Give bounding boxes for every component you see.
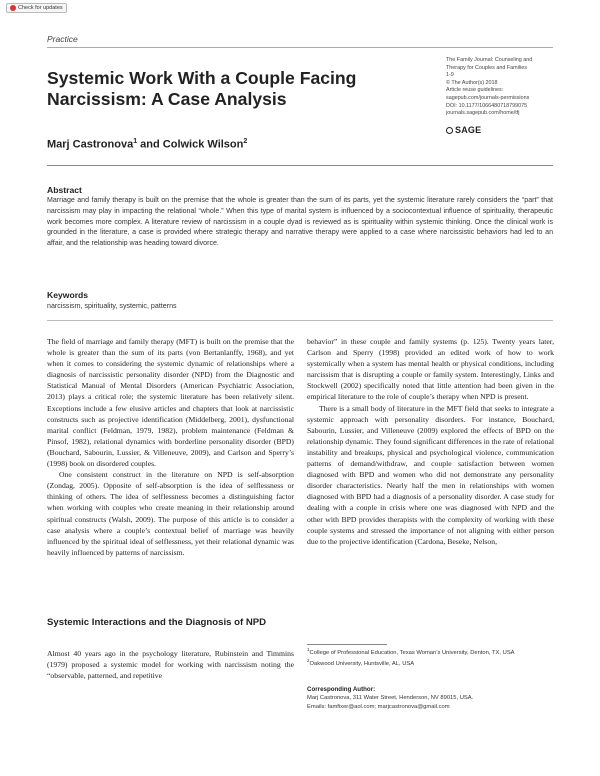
- title-divider: [47, 165, 553, 166]
- journal-info: [446, 57, 558, 118]
- affiliation-footnote: [307, 657, 554, 668]
- footnote-marker: 1: [307, 647, 310, 652]
- journal-info-line: 1-9: [446, 72, 454, 79]
- body-column-left-continued: [47, 648, 294, 681]
- journal-info-line: The Family Journal: Counseling and: [446, 57, 533, 63]
- check-for-updates-label: Check for updates: [18, 5, 63, 11]
- author-line: [47, 138, 247, 151]
- abstract-heading: Abstract: [47, 185, 82, 195]
- journal-info-line: Therapy for Couples and Families: [446, 64, 527, 71]
- body-column-right: [307, 336, 554, 547]
- affiliation-text: Oakwood University, Huntsville, AL, USA: [309, 661, 415, 668]
- header-divider: [47, 47, 553, 48]
- journal-info-line[interactable]: sagepub.com/journals-permissions: [446, 94, 530, 101]
- body-paragraph: The field of marriage and family therapy (MFT) is built on the premise that the whole is greater than the sum of its parts (von Bertanlanffy, 1968), and yet when it comes to considering the systemic dynamic of relationships where a diagnosis of narcissistic personality disorder (NPD) from the Diagnostic and Statistical Manual of Mental Disorders (American Psychiatric Association, 2013) plays a critical role; the systemic literature has been relatively silent. Exceptions include a few elusive articles and chapters that look at narcissistic constructs such as projective identification (Middelberg, 2001), dysfunctional marital conflict (Feldman, 1979, 1982), problem maintenance (Feldman & Pinsof, 1982), relational dynamics with borderline personality disorder (BPD) (Bouchard, Sabourin, Lussier, & Villeneuve, 2009), and Carlson and Sperry’s (1998) book on disordered couples.: [47, 337, 294, 469]
- footnote-marker: 2: [307, 658, 310, 664]
- article-title: Systemic Work With a Couple Facing Narcissism: A Case Analysis: [47, 68, 357, 109]
- journal-info-line[interactable]: DOI: 10.1177/1066480718799075: [446, 102, 528, 109]
- corresponding-author-heading: Corresponding Author:: [307, 686, 376, 693]
- body-paragraph: One consistent construct in the literature on NPD is self-absorption (Zondag, 2005). Opposite of self-absorption is the idea of selflessness or thinking of others. The idea of selflessness becomes a distinguishing factor when working with couples who create meaning in their relationship around spiritual constructs (Walsh, 2009). The purpose of this article is to consider a case analysis where a couple’s contextual belief of marriage was heavily influenced by the spiritual ideal of selflessness, yet their relational dynamic was heavily influenced by patterns of narcissism.: [47, 470, 294, 557]
- section-label: Practice: [47, 34, 78, 44]
- body-paragraph: Almost 40 years ago in the psychology literature, Rubinstein and Timmins (1979) proposed a systemic model for working with narcissism noting the “observable, patterned, and repetitive: [47, 649, 294, 681]
- journal-info-line[interactable]: journals.sagepub.com/home/tfj: [446, 110, 520, 117]
- abstract-text: Marriage and family therapy is built on the premise that the whole is greater than the sum of its parts, yet the systemic literature rarely considers the “part” that narcissism may play in impacting the relational “whole.” When this type of marital system is influenced by a sociocontextual influence of spirituality, therapeutic work becomes more complex. A literature review of narcissism in a couple dyad is reviewed as is spirituality within systemic thinking. Once the clinical work is grounded in the literature, a case is provided where strategic therapy and narrative therapy were applied to a case where narcissistic behaviors had led to an affair, and the relationship was heading toward divorce.: [47, 197, 553, 248]
- check-for-updates-badge[interactable]: [6, 3, 67, 13]
- keywords-divider: [47, 320, 553, 321]
- section-heading: Systemic Interactions and the Diagnosis of NPD: [47, 617, 267, 628]
- corresponding-author-address: Marj Castronova, 311 Water Street, Henderson, NV 89015, USA.: [307, 695, 474, 701]
- journal-info-line: Article reuse guidelines:: [446, 87, 504, 94]
- author-name: Colwick Wilson: [162, 138, 244, 151]
- body-paragraph: behavior” in these couple and family systems (p. 125). Twenty years later, Carlson and Sperry (1998) provided an edited work of how to work systemically when a system has mental health or physical conditions, including narcissism that is disrupting a couple or family system. Interestingly, Links and Stockwell (2002) specifically noted that little attention had been given in the empirical literature to the role of couple’s therapy when NPD is present.: [307, 337, 554, 402]
- keywords-text: narcissism, spirituality, systemic, patterns: [47, 302, 177, 310]
- sage-logo-icon: [446, 127, 453, 134]
- author-name: Marj Castronova: [47, 138, 134, 151]
- corresponding-author-details: [307, 694, 554, 711]
- body-column-left: [47, 336, 294, 558]
- publisher-logo: [446, 125, 481, 135]
- corresponding-author-emails[interactable]: Emails: famfixer@aol.com; marjcastronova@gmail.com: [307, 703, 450, 710]
- affiliation-text: College of Professional Education, Texas Woman’s University, Denton, TX, USA: [309, 649, 515, 656]
- body-paragraph: There is a small body of literature in the MFT field that seeks to integrate a systemic approach with personality disorders. For instance, Bouchard, Sabourin, Lussier, and Villeneuve (2009) explored the effects of BPD on the relationship dynamic. They found significant differences in the rate of relational instability and breakups, physical and psychological violence, communication patterns of demand/withdraw, and couple satisfaction between women diagnosed with BPD and women who did not demonstrate any personality disorder characteristics. Nearly half the men in relationships with women diagnosed with BPD had a diagnosis of a personality disorder. A case study for dealing with a couple in crisis where one was diagnosed with NPD and the other with BPD provides therapists with the complexity of working with these couple systems and stressed the importance of not aligning with either person due to the projective identification (Cardona, Beseke, Nelson,: [307, 403, 554, 546]
- affiliation-footnote: [307, 646, 554, 657]
- update-check-icon: [10, 5, 16, 11]
- affiliation-footnotes: [307, 646, 554, 668]
- publisher-name: SAGE: [455, 125, 482, 135]
- footnote-divider: [307, 644, 387, 645]
- affiliation-marker: 1: [133, 138, 138, 145]
- author-conjunction: and: [137, 138, 163, 151]
- affiliation-marker: 2: [243, 138, 248, 145]
- keywords-heading: Keywords: [47, 290, 89, 300]
- journal-info-line: © The Author(s) 2018: [446, 79, 498, 86]
